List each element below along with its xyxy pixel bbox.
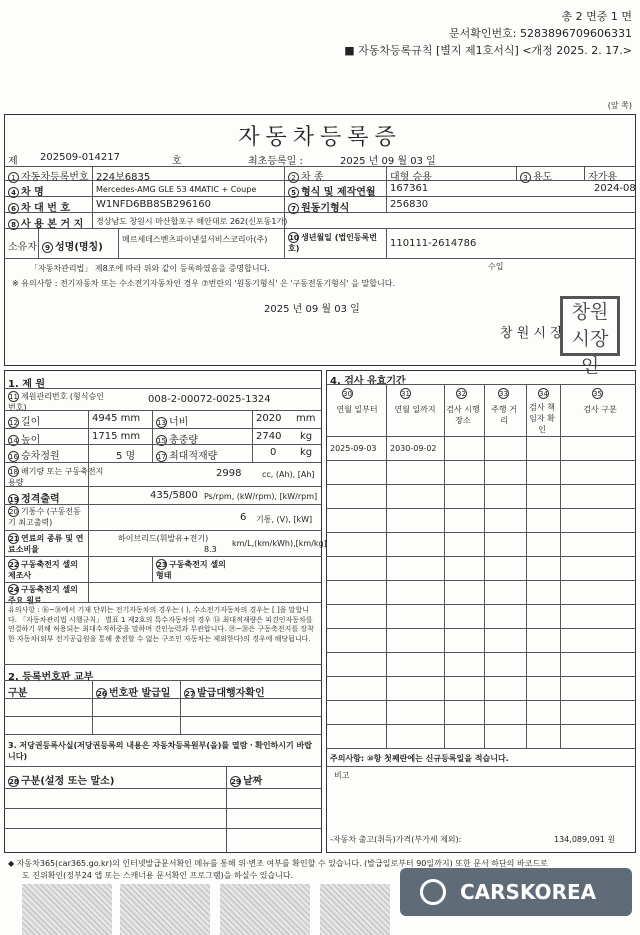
motor-value: 256830 [390, 199, 429, 210]
fuel-type: 하이브리드(휘발유+전기) [118, 534, 209, 543]
carskorea-watermark [400, 868, 632, 916]
doc-check-number: 5283896709606331 [520, 27, 632, 40]
footer-line-2: 도 진위확인(정부24 앱 또는 스캐너용 문서확인 프로그램)을 하실수 있습니다. [22, 871, 294, 880]
owner-name-value: 메르세데스벤츠파이낸셜서비스코리아(주) [122, 235, 268, 244]
use-label: 3 용도 [520, 168, 552, 183]
registration-certificate: 총 2 면중 1 면 문서확인번호: 5283896709606331 ■ 자동차등록규칙 [별지 제1호서식] <개정 2025. 2. 17.> (앞 쪽) 자동차등록증 제 202509-014217 호 최초등록일 : 2025 년 09 월 03 일 1 자동차등록번호 224보6835 2 차 종 대형 승용 3 용도 자가용 4 차 명 Mercedes-AMG GLE 53 4MATIC + Coupe 5 형식 및 제작연월 167361 2024-08 6 차 대 번 호 W1NFD6BB8SB296160 7 원동기형식 256830 8 사 용 본 거 지 경상남도 창원시 마산합포구 해안대로 262(신포동1가) 소유자 9 성명(명칭) 메르세데스벤츠파이낸셜서비스코리아(주) 10 생년월일 (법인등록번호) 110111-2614786 「자동차관리법」 제8조에 따라 위와 같이 등록하였음을 증명합니다. 수입 ※ 유의사항 : 전기자동차 또는 수소전기자동차인 경우 ⑦번란의 '원동기형식' 은 '구동전동기형식' 을 말합니다. 2025 년 09 월 03 일 창 원 시 장 창원 시장인 1. 제 원 11 제원관리번호 (형식승인번호) 008-2-00072-0025-1324 12 길이 4945 mm 13 너비 2020 mm 14 높이 1715 mm 15 총중량 2740 kg 16 승차정원 5 명 17 최대적재량 0 kg 18 배기량 또는 구동축전지 용량 2998 cc, (Ah), [Ah] 19 정격출력 435/5800 Ps/rpm, (kW/rpm), [kW/rpm] 20 기통수 (구동전동기 최고출력) 6 기통, (V), [kW] 21 연료의 종류 및 연료소비율 하이브리드(휘발유+전기) 8.3 km/L,(km/kWh),[km/kg] 22 구동축전지 셀의 제조사 23 구동축전지 셀의 형태 24 구동축전지 셀의 주요 원료 유의사항 : ⑯~⑱에서 기재 단위는 전기자동차의 경우는 ( ), 수소전기자동차의 경우는 [ ]을 말합니다. 「자동차관리법 시행규칙」 별표 1 제2호의 특수자동차의 경우 ⑭ 최대적재량은 피견인자동차를 연결하기 위해 허용되는 최대수직하중을 말하며 견인능력과 무관합니다. ⑲~⑳은 구동축전지를 장착한 자동차(외부 전기공급원을 통해 충전할 수 없는 구조인 자동차는 제외한다)의 경우에 해당됩니다. 2. 등록번호판 교부 구분 26 번호판 발급일 27 발급대행자확인 3. 저당권등록사실(저당권등록의 내용은 자동차등록원부(을)를 열람ㆍ확인하시기 바랍니다) 28 구분(설정 또는 말소) 29 날짜 4. 검사 유효기간 30 31 32 33 34 35 연월 일부터 연월 일까지 검사 시행장소 주행 거리 검사 책임자 확인 검사 구분 2025-09-03 2030-09-02 주의사항: ⑩항 첫째란에는 신규등록일을 적습니다. 비고 -자동차 출고(취득)가격(부가세 제외): 134,089,091 원 ◆ 자동차365(car365.go.kr)의 인터넷발급문서확인 메뉴를 통해 위·변조 여부를 확인할 수 있습니다. (발급일로부터 90일까지) 또한 문서 하단의 바코드로 도 진위확인(정부24 앱 또는 스캐너용 문서확인 프로그램)을 하실수 있습니다. CARSKOREA [0, 0, 640, 935]
load-label: 17 최대적재량 [157, 451, 218, 462]
front-side: (앞 쪽) [607, 101, 632, 110]
name-value: Mercedes-AMG GLE 53 4MATIC + Coupe [96, 185, 257, 194]
insp-header-from: 연월 일부터 [336, 405, 378, 414]
receipt-type: 수입 [488, 262, 504, 271]
power-unit: Ps/rpm, (kW/rpm), [kW/rpm] [204, 492, 318, 501]
plate-section-title: 2. 등록번호판 교부 [8, 672, 94, 683]
type-label: 2 차 종 [288, 168, 324, 183]
insp-header-inspector: 검사 책임자 확인 [529, 403, 555, 434]
load-unit: kg [300, 447, 313, 458]
insp-header-to: 연월 일까지 [394, 405, 436, 414]
reg-prefix: 제 [8, 156, 18, 167]
official-seal: 창원 시장인 [560, 296, 620, 356]
price-label: -자동차 출고(취득)가격(부가세 제외): [330, 835, 462, 844]
insp-row-from: 2025-09-03 [330, 444, 377, 453]
use-value: 자가용 [588, 172, 617, 183]
plate-col-confirm: 27 발급대행자확인 [185, 688, 265, 699]
footer-line-1: ◆ 자동차365(car365.go.kr)의 인터넷발급문서확인 메뉴를 통해 위·변조 여부를 확인할 수 있습니다. (발급일로부터 90일까지) 또한 문서 하단의 바코드로 [8, 859, 548, 868]
battery-maker-label: 22 구동축전지 셀의 제조사 [8, 560, 78, 580]
load-value: 0 [270, 447, 277, 458]
inspection-caution: 주의사항: ⑩항 첫째란에는 신규등록일을 적습니다. [330, 754, 509, 763]
vin-value: W1NFD6BB8SB296160 [96, 199, 212, 210]
mortgage-col-date: 29 날짜 [231, 776, 263, 787]
insp-header-kind: 검사 구분 [583, 405, 617, 414]
plate-col-date: 26 번호판 발급일 [97, 688, 171, 699]
vin-label: 6 차 대 번 호 [8, 199, 70, 214]
mortgage-col-type: 28 구분(설정 또는 말소) [9, 776, 115, 787]
weight-unit: kg [300, 431, 313, 442]
inspection-box [326, 370, 636, 853]
base-label: 8 사 용 본 거 지 [8, 215, 83, 230]
width-unit: mm [296, 413, 316, 424]
reg-suffix: 호 [172, 156, 182, 167]
specs-note: 유의사항 : ⑯~⑱에서 기재 단위는 전기자동차의 경우는 ( ), 수소전기자동차의 경우는 [ ]을 말합니다. 「자동차관리법 시행규칙」 별표 1 제2호의 특수자동차의 경우 ⑭ 최대적재량은 피견인자동차를 연결하기 위해 허용되는 최대수직하중을 말하며 견인능력과 무관합니다. ⑲~⑳은 구동축전지를 장착한 자동차(외부 전기공급원을 통해 충전할 수 없는 구조인 자동차는 제외한다)의 경우에 해당됩니다. [8, 606, 314, 643]
seats-label: 16 승차정원 [9, 451, 60, 462]
remarks-label: 비고 [334, 771, 350, 780]
battery-material-label: 24 구동축전지 셀의 주요 원료 [8, 585, 78, 605]
owner-name-label: 9 성명(명칭) [42, 238, 103, 253]
height-value: 1715 mm [92, 431, 141, 442]
approval-label: 11 제원관리번호 (형식승인번호) [8, 392, 104, 412]
form-reference: ■ 자동차등록규칙 [별지 제1호서식] <개정 2025. 2. 17.> [344, 44, 632, 57]
width-label: 13 너비 [157, 417, 189, 428]
barcode-4 [320, 884, 390, 935]
barcode-2 [120, 884, 210, 935]
insp-header-place: 검사 시행장소 [446, 405, 480, 425]
first-reg-label: 최초등록일 : [248, 156, 303, 167]
cylinder-label: 20 기통수 (구동전동기 최고출력) [8, 507, 81, 527]
owner-label: 소유자 [8, 242, 37, 253]
carskorea-logo-icon [420, 879, 446, 905]
power-label: 19 정격출력 [9, 494, 60, 505]
power-value: 435/5800 [150, 490, 198, 501]
fuel-rate: 8.3 [204, 545, 217, 554]
issuer: 창 원 시 장 [500, 326, 563, 341]
name-label: 4 차 명 [8, 183, 44, 198]
inspection-title: 4. 검사 유효기간 [330, 376, 406, 387]
price-value: 134,089,091 원 [554, 835, 616, 844]
cylinder-value: 6 [240, 512, 247, 523]
doc-check-label: 문서확인번호: [449, 27, 517, 40]
weight-label: 15 총중량 [157, 435, 198, 446]
approval-value: 008-2-00072-0025-1324 [148, 394, 271, 405]
disp-label: 18 배기량 또는 구동축전지 용량 [8, 467, 104, 487]
page-count: 총 2 면중 1 면 [561, 10, 632, 23]
seats-value: 5 명 [116, 451, 136, 462]
insp-row-to: 2030-09-02 [390, 444, 437, 453]
insp-header-mileage: 주행 거리 [491, 405, 517, 425]
plate-value: 224보6835 [96, 172, 151, 183]
motor-label: 7 원동기형식 [288, 199, 349, 214]
mortgage-title: 3. 저당권등록사실(저당권등록의 내용은 자동차등록원부(을)를 열람ㆍ확인하시기 바랍니다) [8, 741, 312, 761]
length-label: 12 길이 [9, 417, 41, 428]
statement: 「자동차관리법」 제8조에 따라 위와 같이 등록하였음을 증명합니다. [30, 264, 270, 273]
model-label: 5 형식 및 제작연월 [288, 183, 376, 198]
barcode-1 [22, 884, 112, 935]
barcode-3 [220, 884, 310, 935]
height-label: 14 높이 [9, 435, 41, 446]
specs-title: 1. 제 원 [8, 379, 46, 390]
model-year: 2024-08 [594, 183, 636, 194]
model-value: 167361 [390, 183, 429, 194]
weight-value: 2740 [256, 431, 282, 442]
cylinder-unit: 기통, (V), [kW] [256, 515, 313, 524]
disp-unit: cc, (Ah), [Ah] [262, 470, 315, 479]
disp-value: 2998 [216, 468, 242, 479]
fuel-label: 21 연료의 종류 및 연료소비율 [8, 534, 84, 554]
brand-name: CARSKOREA [460, 880, 597, 904]
document-title: 자동차등록증 [238, 125, 402, 150]
type-value: 대형 승용 [390, 172, 432, 183]
reg-number: 202509-014217 [40, 152, 120, 163]
doc-check [449, 25, 632, 41]
first-reg-date: 2025 년 09 월 03 일 [340, 156, 436, 167]
length-value: 4945 mm [92, 413, 141, 424]
battery-form-label: 23 구동축전지 셀의 형태 [156, 560, 226, 580]
base-value: 경상남도 창원시 마산합포구 해안대로 262(신포동1가) [96, 217, 288, 226]
electric-note: ※ 유의사항 : 전기자동차 또는 수소전기자동차인 경우 ⑦번란의 '원동기형식' 은 '구동전동기형식' 을 말합니다. [12, 279, 395, 288]
issue-date: 2025 년 09 월 03 일 [264, 304, 360, 315]
plate-col-type: 구분 [8, 688, 28, 699]
plate-label: 1 자동차등록번호 [8, 168, 89, 183]
fuel-unit: km/L,(km/kWh),[km/kg] [232, 539, 327, 548]
width-value: 2020 [256, 413, 282, 424]
owner-id-label: 10 생년월일 (법인등록번호) [288, 233, 377, 253]
owner-id-value: 110111-2614786 [390, 238, 477, 249]
